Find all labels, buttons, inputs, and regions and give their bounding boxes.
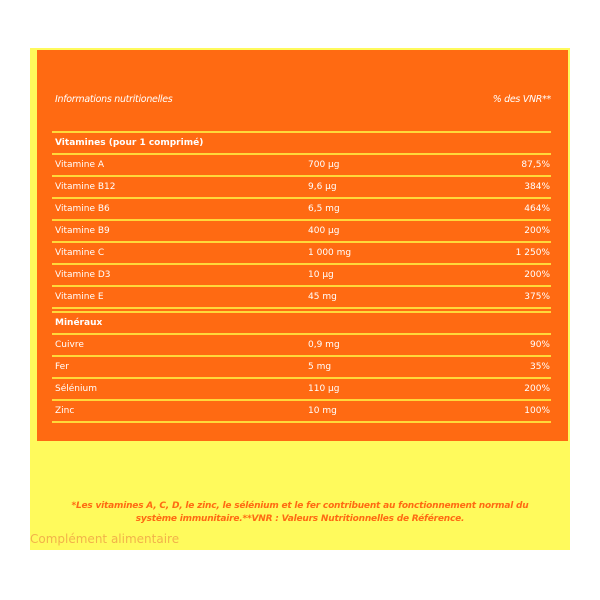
- nutrient-amount: 110 µg: [308, 384, 340, 394]
- nutrient-name: Fer: [55, 362, 69, 372]
- nutrient-vnr: 464%: [524, 204, 550, 214]
- nutrient-vnr: 90%: [529, 340, 550, 350]
- table-row: [52, 153, 551, 175]
- nutrient-vnr: 1 250%: [515, 248, 550, 258]
- nutrient-name: Vitamine B12: [55, 182, 116, 192]
- nutrient-name: Vitamine B9: [55, 226, 110, 236]
- nutrient-vnr: 87,5%: [521, 160, 550, 170]
- table-row: [52, 197, 551, 219]
- product-type-label: Complément alimentaire: [30, 532, 180, 546]
- nutrient-name: Zinc: [55, 406, 75, 416]
- nutrient-name: Vitamine E: [55, 292, 104, 302]
- nutrient-amount: 700 µg: [308, 160, 340, 170]
- nutrient-vnr: 200%: [524, 384, 550, 394]
- table-header: [55, 94, 551, 110]
- nutrition-table-panel: [37, 50, 568, 441]
- footnote: [30, 500, 570, 526]
- vnr-column-header: % des VNR**: [492, 94, 551, 105]
- nutrient-amount: 5 mg: [308, 362, 332, 372]
- nutrient-amount: 6,5 mg: [308, 204, 340, 214]
- footnote-line-2: système immunitaire.**VNR : Valeurs Nutritionnelles de Référence.: [135, 514, 465, 524]
- nutrient-amount: 1 000 mg: [308, 248, 352, 258]
- nutrient-amount: 0,9 mg: [308, 340, 340, 350]
- table-bottom-divider: [52, 421, 551, 423]
- nutrient-amount: 10 µg: [308, 270, 334, 280]
- footnote-line-1: *Les vitamines A, C, D, le zinc, le sélénium et le fer contribuent au fonctionnement normal du: [71, 501, 529, 511]
- nutrient-vnr: 200%: [524, 226, 550, 236]
- nutrient-name: Sélénium: [55, 384, 97, 394]
- nutrient-amount: 400 µg: [308, 226, 340, 236]
- nutrient-vnr: 384%: [524, 182, 550, 192]
- table-row: [52, 355, 551, 377]
- nutrient-name: Vitamine B6: [55, 204, 110, 214]
- nutrient-amount: 45 mg: [308, 292, 337, 302]
- nutrient-name: Vitamine A: [55, 160, 105, 170]
- nutrient-name: Vitamine C: [55, 248, 105, 258]
- nutrient-name: Cuivre: [55, 340, 84, 350]
- nutrient-vnr: 200%: [524, 270, 550, 280]
- table-row: [52, 175, 551, 197]
- table-row: [52, 219, 551, 241]
- nutrient-vnr: 100%: [524, 406, 550, 416]
- table-title: Informations nutritionelles: [55, 94, 173, 105]
- nutrient-vnr: 35%: [529, 362, 550, 372]
- table-row: [52, 377, 551, 399]
- nutrient-amount: 10 mg: [308, 406, 337, 416]
- table-body: [52, 131, 551, 423]
- table-row: [52, 399, 551, 421]
- nutrient-vnr: 375%: [524, 292, 550, 302]
- table-row: [52, 333, 551, 355]
- table-row: [52, 263, 551, 285]
- table-row: [52, 285, 551, 307]
- nutrient-name: Vitamine D3: [55, 270, 111, 280]
- table-row: [52, 241, 551, 263]
- label-panel: [30, 48, 570, 550]
- nutrient-amount: 9,6 µg: [308, 182, 337, 192]
- section-header-minerals: Minéraux: [52, 311, 551, 333]
- section-header-vitamins: Vitamines (pour 1 comprimé): [52, 131, 551, 153]
